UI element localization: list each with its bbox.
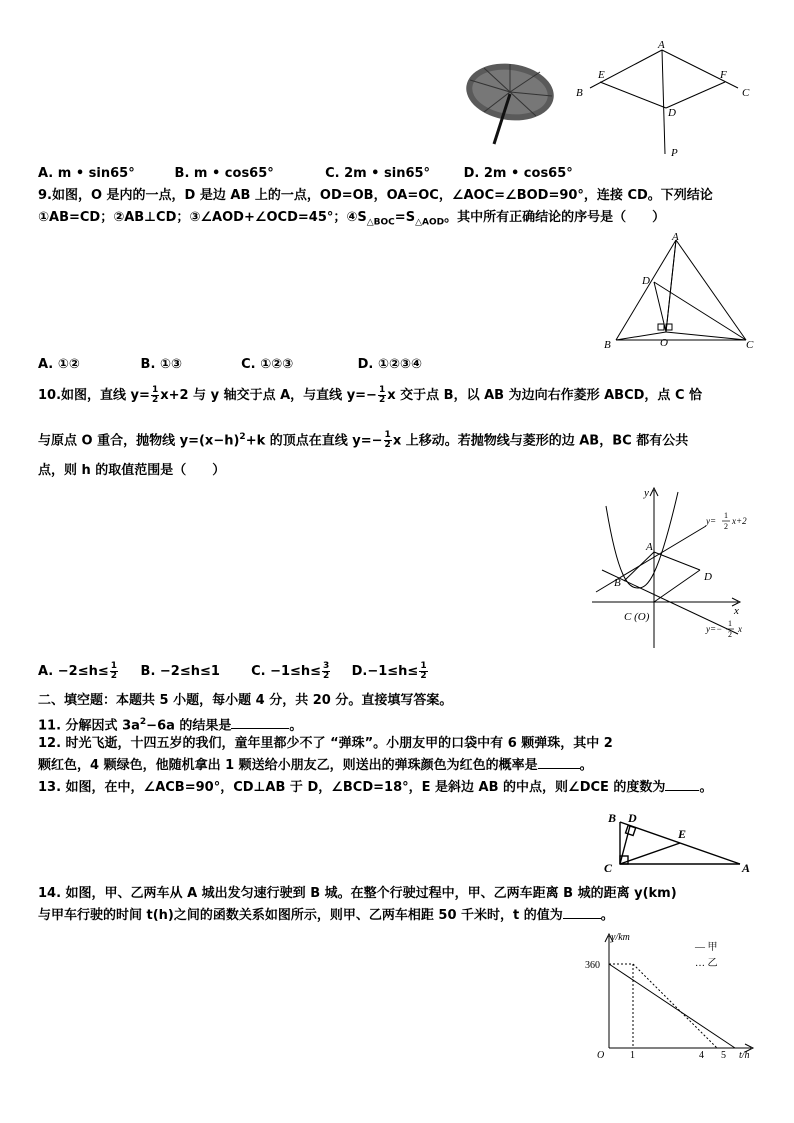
q10-line2-b: +k 的顶点在直线 y=− bbox=[245, 433, 383, 449]
q10-label-x: x bbox=[734, 605, 739, 617]
q10-option-c[interactable]: C. −1≤h≤ $\frac{3}{2}$ bbox=[251, 661, 330, 681]
q13-label-d: D bbox=[628, 811, 637, 825]
q9-line1: 9.如图，O 是内的一点，D 是边 AB 上的一点，OD=OB，OA=OC，∠AOC=∠BOD=90°，连接 CD。下列结论 bbox=[38, 188, 713, 203]
q9-triangle-diagram bbox=[600, 232, 760, 352]
q8-label-f: F bbox=[720, 69, 727, 81]
q14-legend-yi: … 乙 bbox=[695, 958, 718, 969]
q11-line bbox=[38, 713, 302, 735]
q10-option-d[interactable]: D.−1≤h≤ $\frac{1}{2}$ bbox=[351, 661, 427, 681]
q10-frac-2: $\frac{1}{2}$ bbox=[378, 385, 386, 405]
q12-line2 bbox=[38, 756, 593, 775]
q9-label-b: B bbox=[604, 339, 611, 351]
q8-options bbox=[38, 165, 573, 183]
q9-label-d: D bbox=[642, 275, 650, 287]
q11-end: 。 bbox=[289, 718, 303, 734]
q10-line2-frac-d: 2 bbox=[728, 630, 732, 639]
q14-label-360: 360 bbox=[585, 960, 600, 971]
q10-line1-label-b: x+2 bbox=[732, 516, 747, 526]
q8-label-b: B bbox=[576, 87, 583, 99]
q14-end: 。 bbox=[600, 908, 614, 923]
q9-label-a: A bbox=[672, 232, 679, 243]
q8-label-c: C bbox=[742, 87, 750, 99]
q9-option-a[interactable]: A. ①② bbox=[38, 357, 80, 372]
q10-label-d: D bbox=[704, 571, 712, 583]
q9-line2-a: ①AB=CD；②AB⊥CD；③∠AOD+∠OCD=45°；④S bbox=[38, 210, 367, 225]
q14-label-o: O bbox=[597, 1050, 605, 1061]
q8-option-d[interactable]: D. 2m • cos65° bbox=[463, 166, 573, 181]
q8-rhombus-diagram bbox=[570, 38, 760, 162]
q14-label-t5: 5 bbox=[721, 1050, 726, 1061]
q10-label-b: B bbox=[614, 577, 621, 589]
q10-label-y: y bbox=[644, 487, 649, 499]
q13-text: 13. 如图，在中，∠ACB=90°，CD⊥AB 于 D，∠BCD=18°，E 是斜边 AB 的中点，则∠DCE 的度数为 bbox=[38, 780, 666, 795]
q14-line1: 14. 如图，甲、乙两车从 A 城出发匀速行驶到 B 城。在整个行驶过程中，甲、乙两车距离 B 城的距离 y(km) bbox=[38, 886, 677, 901]
q14-line2 bbox=[38, 906, 614, 925]
q10-options bbox=[38, 662, 429, 681]
q8-label-p: P bbox=[671, 147, 678, 159]
q13-triangle-diagram bbox=[600, 806, 760, 876]
q14-label-t: t/h bbox=[739, 1050, 750, 1061]
q14-label-t1: 1 bbox=[630, 1050, 635, 1061]
q10-frac-1: $\frac{1}{2}$ bbox=[151, 385, 159, 405]
q10-line1-a: 10.如图，直线 y= bbox=[38, 388, 150, 403]
q8-umbrella-photo bbox=[464, 58, 560, 150]
q10-label-a: A bbox=[646, 541, 653, 553]
q10-line2-frac: 1 bbox=[728, 619, 732, 628]
q10-line2 bbox=[38, 428, 688, 450]
q9-line2-c: 。其中所有正确结论的序号是（ ） bbox=[444, 210, 666, 225]
q9-option-c[interactable]: C. ①②③ bbox=[241, 357, 294, 372]
q9-options bbox=[38, 356, 422, 374]
q11-sup: 2 bbox=[139, 717, 147, 727]
q13-label-b: B bbox=[608, 811, 617, 825]
q12-end: 。 bbox=[579, 758, 593, 773]
q9-line2 bbox=[38, 209, 665, 232]
q12-line2-text: 颗红色，4 颗绿色，他随机拿出 1 颗送给小朋友乙，则送出的弹珠颜色为红色的概率是 bbox=[38, 758, 538, 773]
q10-label-c: C (O) bbox=[624, 611, 650, 623]
q11-b: −6a 的结果是 bbox=[146, 718, 232, 734]
q9-option-d[interactable]: D. ①②③④ bbox=[357, 357, 422, 372]
q9-sub-boc: △BOC bbox=[366, 217, 395, 228]
q10-line1 bbox=[38, 386, 702, 405]
q11-answer-blank[interactable] bbox=[231, 716, 289, 729]
q10-sup: 2 bbox=[239, 432, 246, 442]
q8-option-b[interactable]: B. m • cos65° bbox=[174, 166, 274, 181]
q8-option-c[interactable]: C. 2m • sin65° bbox=[325, 166, 431, 181]
q10-line1-label: y= bbox=[706, 516, 717, 526]
q9-sub-aod: △AOD bbox=[415, 217, 445, 228]
q10-line2-label: y=− bbox=[706, 624, 723, 634]
q8-label-e: E bbox=[598, 69, 605, 81]
q13-label-c: C bbox=[604, 861, 613, 875]
q8-option-a[interactable]: A. m • sin65° bbox=[38, 166, 135, 181]
q8-label-a: A bbox=[658, 39, 665, 51]
q11-a: 11. 分解因式 3a bbox=[38, 718, 140, 734]
q14-graph bbox=[585, 928, 763, 1062]
q14-answer-blank[interactable] bbox=[563, 906, 601, 919]
q9-label-o: O bbox=[660, 337, 668, 349]
q10-line1-frac: 1 bbox=[724, 511, 728, 520]
q14-label-y: y/km bbox=[611, 932, 630, 943]
q13-label-a: A bbox=[742, 861, 751, 875]
q9-option-b[interactable]: B. ①③ bbox=[140, 357, 182, 372]
q10-line2-label-b: x bbox=[738, 624, 742, 634]
q8-label-d: D bbox=[668, 107, 676, 119]
q10-option-a[interactable]: A. −2≤h≤ $\frac{1}{2}$ bbox=[38, 661, 118, 681]
q14-label-t4: 4 bbox=[699, 1050, 704, 1061]
q9-line2-b: =S bbox=[394, 210, 416, 225]
q10-line1-c: x 交于点 B，以 AB 为边向右作菱形 ABCD，点 C 恰 bbox=[387, 388, 703, 403]
q10-line3: 点，则 h 的取值范围是（ ） bbox=[38, 463, 226, 478]
q10-option-b[interactable]: B. −2≤h≤1 bbox=[140, 664, 220, 679]
q14-legend-jia: — 甲 bbox=[695, 942, 718, 953]
q9-label-c: C bbox=[746, 339, 754, 351]
q10-line1-frac-d: 2 bbox=[724, 522, 728, 531]
q10-line2-a: 与原点 O 重合，抛物线 y=(x−h) bbox=[38, 433, 240, 449]
section2-heading: 二、填空题：本题共 5 小题，每小题 4 分，共 20 分。直接填写答案。 bbox=[38, 693, 453, 708]
q12-line1: 12. 时光飞逝，十四五岁的我们，童年里都少不了 “弹珠”。小朋友甲的口袋中有 6 颗弹珠，其中 2 bbox=[38, 736, 613, 751]
q13-end: 。 bbox=[699, 780, 713, 795]
q10-parabola-diagram bbox=[588, 482, 760, 652]
q13-label-e: E bbox=[678, 827, 687, 841]
q12-answer-blank[interactable] bbox=[538, 756, 580, 769]
q10-line2-c: x 上移动。若抛物线与菱形的边 AB，BC 都有公共 bbox=[392, 433, 689, 449]
q10-line1-b: x+2 与 y 轴交于点 A，与直线 y=− bbox=[160, 388, 377, 403]
q10-frac-3: $\frac{1}{2}$ bbox=[384, 430, 391, 451]
q13-line1 bbox=[38, 778, 712, 797]
q14-line2-text: 与甲车行驶的时间 t(h)之间的函数关系如图所示，则甲、乙两车相距 50 千米时，t 的值为 bbox=[38, 908, 563, 923]
q13-answer-blank[interactable] bbox=[665, 778, 699, 791]
